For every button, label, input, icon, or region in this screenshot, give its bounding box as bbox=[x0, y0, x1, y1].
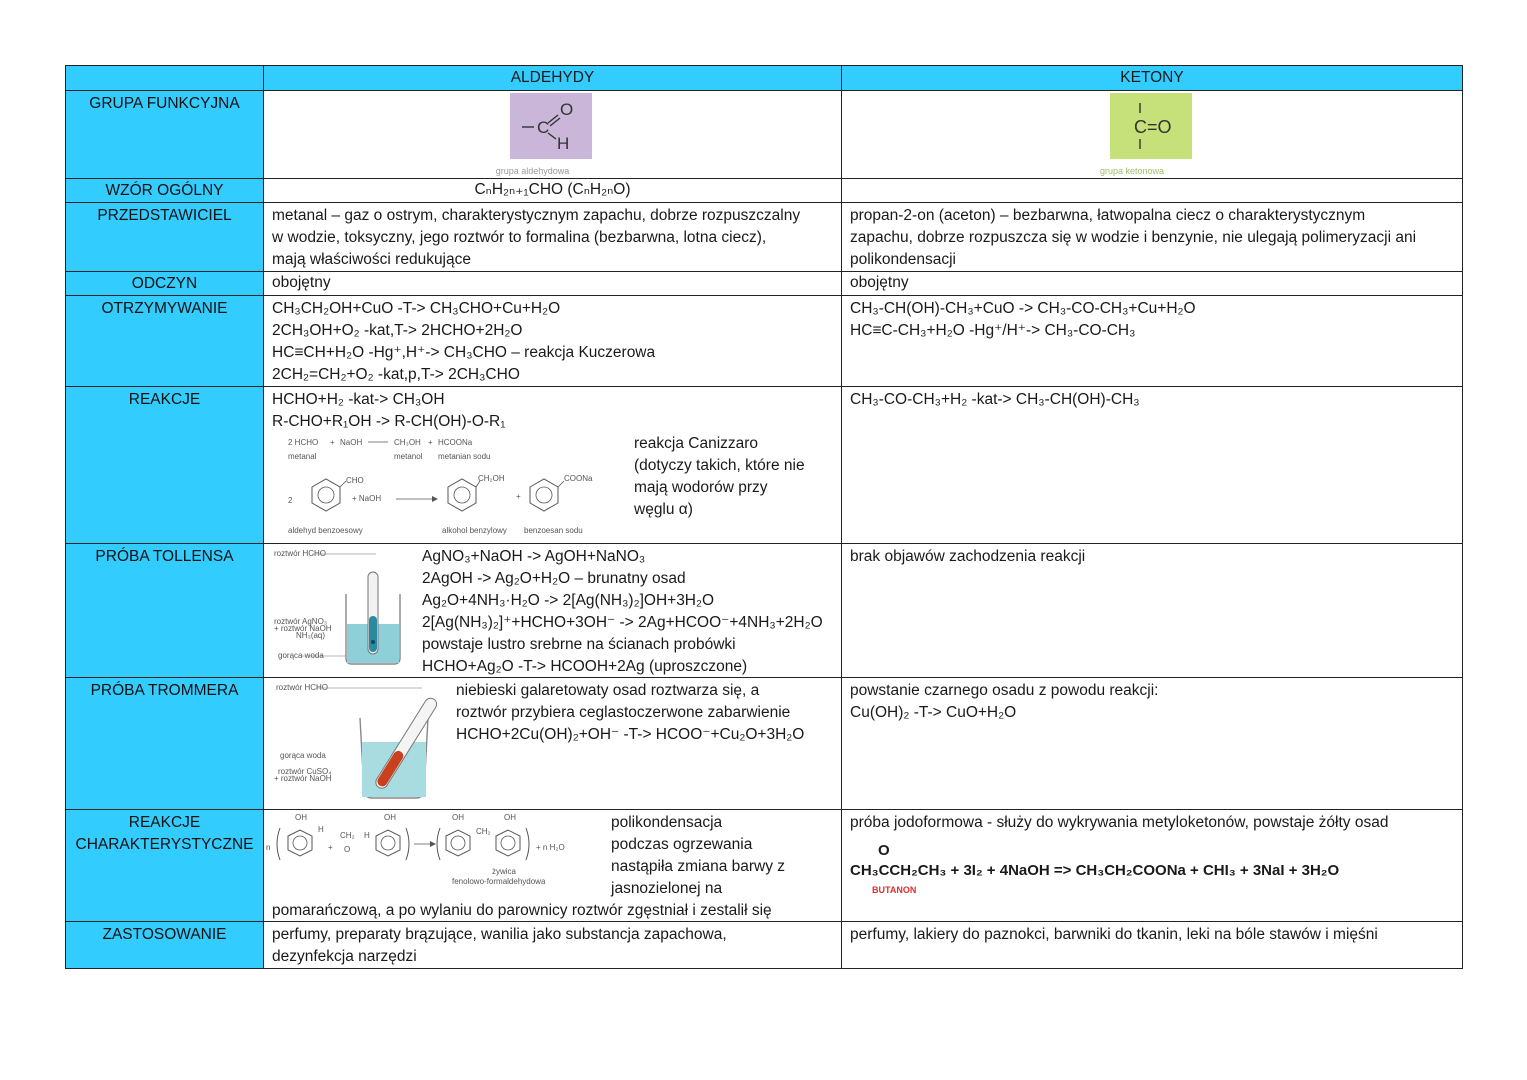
text-line: propan-2-on (aceton) – bezbarwna, łatwopalna ciecz o charakterystycznym bbox=[850, 207, 1366, 224]
tollens-figure bbox=[272, 546, 422, 672]
aldehydes-ketones-table bbox=[65, 65, 1463, 969]
row-odczyn bbox=[66, 272, 1463, 296]
text-line: HCHO+Ag₂O -T-> HCOOH+2Ag (uproszczone) bbox=[422, 658, 748, 675]
fig-label: + roztwór NaOH bbox=[274, 774, 332, 783]
fig-label: + roztwór NaOH bbox=[274, 624, 332, 633]
fig-cap: alkohol benzylowy bbox=[442, 526, 507, 535]
cell-zastosowanie-aldehydy bbox=[264, 922, 842, 969]
fig-label: NH₃(aq) bbox=[296, 631, 326, 640]
cell-wzor-aldehydy: CₙH₂ₙ₊₁CHO (CₙH₂ₙO) bbox=[264, 179, 842, 203]
row-przedstawiciel bbox=[66, 203, 1463, 272]
polycondensation-figure bbox=[266, 810, 602, 892]
text-line: zapachu, dobrze rozpuszcza się w wodzie i benzynie, nie ulegają polimeryzacji ani bbox=[850, 229, 1417, 246]
cell-tollens-ketony bbox=[842, 544, 1463, 678]
fig-naoh: NaOH bbox=[340, 438, 363, 447]
fig-plus: + bbox=[516, 492, 521, 501]
fig-ch2: CH₂ bbox=[476, 827, 491, 836]
header-ketony: KETONY bbox=[842, 66, 1463, 91]
label-grupa-funkcyjna: GRUPA FUNKCYJNA bbox=[66, 91, 264, 179]
text-line: HC≡CH+H₂O -Hg⁺,H⁺-> CH₃CHO – reakcja Kuczerowa bbox=[272, 344, 656, 361]
cell-tollens-aldehydy bbox=[264, 544, 842, 678]
trommer-text bbox=[456, 680, 804, 746]
fig-label: gorąca woda bbox=[278, 651, 324, 660]
text-line: HCHO+H₂ -kat-> CH₃OH bbox=[272, 391, 445, 408]
text-line: mają wodorów przy bbox=[634, 479, 768, 496]
text-line: perfumy, preparaty brązujące, wanilia jako substancja zapachowa, bbox=[272, 926, 727, 943]
label-odczyn: ODCZYN bbox=[66, 272, 264, 296]
ketone-group-image bbox=[1110, 93, 1192, 159]
text-line: CH₃-CO-CH₃+H₂ -kat-> CH₃-CH(OH)-CH₃ bbox=[850, 391, 1140, 408]
fig-water: + n H₂O bbox=[536, 843, 565, 852]
aldehyde-group-image bbox=[510, 93, 592, 159]
label-wzor-ogolny: WZÓR OGÓLNY bbox=[66, 179, 264, 203]
ketone-c-o: C=O bbox=[1134, 117, 1172, 137]
fig-ch3oh: CH₃OH bbox=[394, 438, 421, 447]
text-line: AgNO₃+NaOH -> AgOH+NaNO₃ bbox=[422, 548, 646, 565]
iodoform-equation: CH₃CCH₂CH₃ + 3I₂ + 4NaOH => CH₃CH₂COONa + CHI₃ + 3NaI + 3H₂O bbox=[850, 862, 1340, 879]
text-line: polikondensacja bbox=[611, 814, 723, 831]
fig-oh: OH bbox=[384, 813, 396, 822]
text-line: mają właściwości redukujące bbox=[272, 251, 471, 268]
cell-przedstawiciel-ketony bbox=[842, 203, 1463, 272]
fig-label: roztwór AgNO₃ bbox=[274, 617, 328, 626]
row-proba-trommera bbox=[66, 678, 1463, 810]
text-line: powstaje lustro srebrne na ścianach probówki bbox=[422, 636, 736, 653]
fig-cap: metanian sodu bbox=[438, 452, 491, 461]
text-line: próba jodoformowa - służy do wykrywania metyloketonów, powstaje żółty osad bbox=[850, 814, 1389, 831]
text-line: w wodzie, toksyczny, jego roztwór to formalina (bezbarwna, lotna ciecz), bbox=[272, 229, 767, 246]
text-line: polikondensacji bbox=[850, 251, 956, 268]
cell-reakcje-aldehydy bbox=[264, 387, 842, 544]
ketone-caption: grupa ketonowa bbox=[1099, 166, 1165, 176]
cell-trommer-ketony bbox=[842, 678, 1463, 810]
row-zastosowanie bbox=[66, 922, 1463, 969]
cell-aldehyde-group bbox=[264, 91, 842, 179]
text-line: powstanie czarnego osadu z powodu reakcji: bbox=[850, 682, 1159, 699]
fig-n: n bbox=[266, 843, 271, 852]
text-line: CH₃-CH(OH)-CH₃+CuO -> CH₃-CO-CH₃+Cu+H₂O bbox=[850, 300, 1196, 317]
label-reakcje: REAKCJE bbox=[66, 387, 264, 544]
fig-oh: OH bbox=[452, 813, 464, 822]
fig-ch2oh: CH₂OH bbox=[478, 474, 505, 483]
fig-o: O bbox=[344, 845, 351, 854]
butanon-label: BUTANON bbox=[872, 885, 917, 895]
fig-oh: OH bbox=[504, 813, 516, 822]
row-reakcje-charakterystyczne bbox=[66, 810, 1463, 922]
text-line: R-CHO+R₁OH -> R-CH(OH)-O-R₁ bbox=[272, 413, 506, 430]
fig-cap: benzoesan sodu bbox=[524, 526, 583, 535]
fig-resin: fenolowo-formaldehydowa bbox=[452, 877, 546, 886]
cell-odczyn-aldehydy bbox=[264, 272, 842, 296]
fig-label: roztwór CuSO₄ bbox=[278, 767, 332, 776]
cell-odczyn-ketony bbox=[842, 272, 1463, 296]
fig-plus: + bbox=[428, 438, 433, 447]
canizzaro-note bbox=[634, 433, 805, 521]
trommer-figure bbox=[274, 680, 454, 804]
cell-charakt-ketony bbox=[842, 810, 1463, 922]
text-line: węglu α) bbox=[634, 501, 693, 518]
fig-ch2: CH₂ bbox=[340, 831, 355, 840]
text-line: perfumy, lakiery do paznokci, barwniki do tkanin, leki na bóle stawów i mięśni bbox=[850, 926, 1378, 943]
label-zastosowanie: ZASTOSOWANIE bbox=[66, 922, 264, 969]
aldehyde-h: H bbox=[557, 134, 570, 153]
text-line: jasnozielonej na bbox=[611, 880, 723, 897]
cell-przedstawiciel-aldehydy bbox=[264, 203, 842, 272]
row-otrzymywanie bbox=[66, 296, 1463, 387]
tollens-reagent bbox=[369, 616, 377, 652]
fig-cap: metanal bbox=[288, 452, 317, 461]
label-przedstawiciel: PRZEDSTAWICIEL bbox=[66, 203, 264, 272]
label-proba-trommera: PRÓBA TROMMERA bbox=[66, 678, 264, 810]
aldehyde-c: C bbox=[537, 118, 550, 137]
header-aldehydy: ALDEHYDY bbox=[264, 66, 842, 91]
aldehyde-caption: grupa aldehydowa bbox=[495, 166, 570, 176]
header-empty bbox=[66, 66, 264, 91]
fig-2: 2 bbox=[288, 496, 293, 505]
text-line: Cu(OH)₂ -T-> CuO+H₂O bbox=[850, 704, 1017, 721]
fig-coona: COONa bbox=[564, 474, 593, 483]
text-line: dezynfekcja narzędzi bbox=[272, 948, 417, 965]
row-reakcje bbox=[66, 387, 1463, 544]
fig-h: H bbox=[364, 831, 370, 840]
text-line: (dotyczy takich, które nie bbox=[634, 457, 805, 474]
text-line: CH₃CH₂OH+CuO -T-> CH₃CHO+Cu+H₂O bbox=[272, 300, 561, 317]
text-line: roztwór przybiera ceglastoczerwone zabarwienie bbox=[456, 704, 791, 721]
fig-oh: OH bbox=[295, 813, 307, 822]
aldehyde-o: O bbox=[560, 100, 574, 119]
cell-zastosowanie-ketony bbox=[842, 922, 1463, 969]
text-line: pomarańczową, a po wylaniu do parownicy roztwór zgęstniał i zestalił się bbox=[272, 902, 772, 919]
row-grupa-funkcyjna bbox=[66, 91, 1463, 179]
text-line: HC≡C-CH₃+H₂O -Hg⁺/H⁺-> CH₃-CO-CH₃ bbox=[850, 322, 1136, 339]
fig-cap: metanol bbox=[394, 452, 423, 461]
cell-wzor-ketony bbox=[842, 179, 1463, 203]
label-otrzymywanie: OTRZYMYWANIE bbox=[66, 296, 264, 387]
fig-label: gorąca woda bbox=[280, 751, 326, 760]
header-row bbox=[66, 66, 1463, 91]
fig-plus: + bbox=[330, 438, 335, 447]
text-line: HCHO+2Cu(OH)₂+OH⁻ -T-> HCOO⁻+Cu₂O+3H₂O bbox=[456, 726, 805, 743]
label-proba-tollensa: PRÓBA TOLLENSA bbox=[66, 544, 264, 678]
fig-resin: żywica bbox=[492, 867, 517, 876]
text-line: niebieski galaretowaty osad roztwarza się, a bbox=[456, 682, 760, 699]
comparison-table bbox=[65, 65, 1462, 967]
text-line: podczas ogrzewania bbox=[611, 836, 753, 853]
fig-cap: aldehyd benzoesowy bbox=[288, 526, 363, 535]
cell-otrzymywanie-ketony bbox=[842, 296, 1463, 387]
fig-h: H bbox=[318, 825, 324, 834]
fig-label: roztwór HCHO bbox=[274, 549, 327, 558]
fig-hcoona: HCOONa bbox=[438, 438, 473, 447]
fig-plus: + bbox=[328, 843, 333, 852]
fig-naoh2: + NaOH bbox=[352, 494, 382, 503]
text-line: Ag₂O+4NH₃·H₂O -> 2[Ag(NH₃)₂]OH+3H₂O bbox=[422, 592, 715, 609]
text-line: 2[Ag(NH₃)₂]⁺+HCHO+3OH⁻ -> 2Ag+HCOO⁻+4NH₃+2H₂O bbox=[422, 614, 823, 631]
row-proba-tollensa bbox=[66, 544, 1463, 678]
iodoform-o: O bbox=[878, 842, 890, 859]
text-line: obojętny bbox=[272, 274, 331, 291]
text-line: 2CH₂=CH₂+O₂ -kat,p,T-> 2CH₃CHO bbox=[272, 366, 520, 383]
label-reakcje-charakterystyczne: REAKCJE CHARAKTERYSTYCZNE bbox=[66, 810, 264, 922]
canizzaro-figure bbox=[284, 433, 614, 541]
text-line: obojętny bbox=[850, 274, 909, 291]
text-line: 2AgOH -> Ag₂O+H₂O – brunatny osad bbox=[422, 570, 686, 587]
cell-charakt-aldehydy bbox=[264, 810, 842, 922]
fig-2hcho: 2 HCHO bbox=[288, 438, 319, 447]
fig-cho: CHO bbox=[346, 476, 364, 485]
text-line: metanal – gaz o ostrym, charakterystycznym zapachu, dobrze rozpuszczalny bbox=[272, 207, 801, 224]
text-line: reakcja Canizzaro bbox=[634, 435, 759, 452]
text-line: 2CH₃OH+O₂ -kat,T-> 2HCHO+2H₂O bbox=[272, 322, 523, 339]
fig-label: roztwór HCHO bbox=[276, 683, 329, 692]
text-line: nastąpiła zmiana barwy z bbox=[611, 858, 786, 875]
cell-ketone-group bbox=[842, 91, 1463, 179]
text-line: brak objawów zachodzenia reakcji bbox=[850, 548, 1086, 565]
cell-reakcje-ketony bbox=[842, 387, 1463, 544]
cell-otrzymywanie-aldehydy bbox=[264, 296, 842, 387]
polycondensation-note bbox=[611, 812, 785, 900]
cell-trommer-aldehydy bbox=[264, 678, 842, 810]
row-wzor-ogolny bbox=[66, 179, 1463, 203]
tollens-text bbox=[422, 546, 823, 678]
